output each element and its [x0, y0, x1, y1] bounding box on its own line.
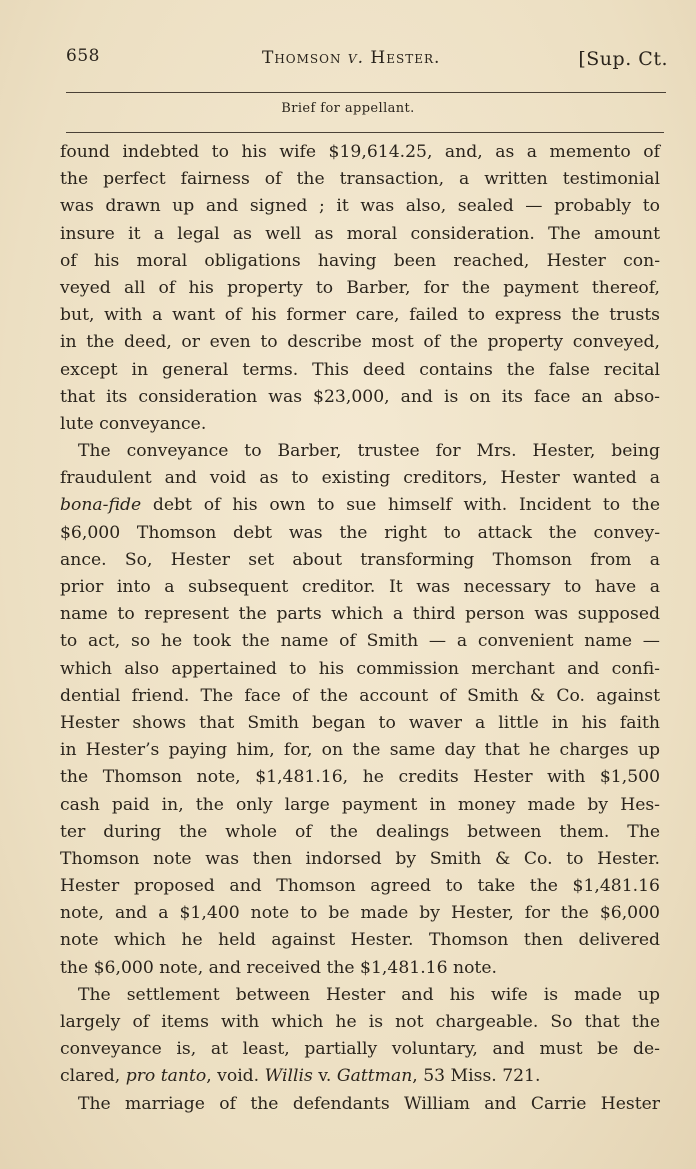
text-line: the Thomson note, $1,481.16, he credits Hester with $1,500: [60, 767, 660, 788]
body-text: [60, 139, 660, 1118]
text-line: The conveyance to Barber, trustee for Mrs. Hester, being: [78, 441, 660, 462]
text-line: largely of items with which he is not chargeable. So that the: [60, 1012, 660, 1032]
text-line: conveyance is, at least, partially voluntary, and must be de-: [60, 1039, 660, 1060]
text-line: cash paid in, the only large payment in money made by Hes-: [60, 794, 660, 815]
text-line: dential friend. The face of the account of Smith & Co. against: [60, 685, 660, 706]
text-line: ter during the whole of the dealings between them. The: [60, 821, 660, 842]
text-line: the perfect fairness of the transaction, a written testimonial: [60, 169, 660, 190]
text-line: fraudulent and void as to existing creditors, Hester wanted a: [60, 468, 660, 489]
text-line: The marriage of the defendants William and Carrie Hester: [78, 1093, 660, 1114]
text-line: lute conveyance.: [60, 413, 207, 434]
text-line: Thomson note was then indorsed by Smith & Co. to Hester.: [60, 848, 660, 869]
page-number: 658: [66, 46, 100, 66]
text-line: prior into a subsequent creditor. It was necessary to have a: [60, 577, 660, 597]
text-line: in the deed, or even to describe most of the property conveyed,: [60, 332, 660, 353]
text-line: was drawn up and signed ; it was also, sealed — probably to: [60, 196, 660, 217]
text-line: found indebted to his wife $19,614.25, and, as a memento of: [60, 142, 660, 162]
subhead-rule: [66, 132, 664, 133]
text-line: in Hester’s paying him, for, on the same day that he charges up: [60, 740, 660, 761]
text-line: which also appertained to his commission merchant and confi-: [60, 658, 660, 679]
text-line: the $6,000 note, and received the $1,481.16 note.: [60, 957, 497, 978]
text-line: but, with a want of his former care, failed to express the trusts: [60, 305, 660, 326]
text-line: ance. So, Hester set about transforming Thomson from a: [60, 549, 660, 570]
text-line: that its consideration was $23,000, and is on its face an abso-: [60, 386, 660, 407]
case-citation-party: Gattman: [336, 1066, 413, 1087]
text-line: The settlement between Hester and his wife is made up: [78, 984, 660, 1005]
text-line: Hester proposed and Thomson agreed to take the $1,481.16: [60, 876, 660, 897]
text-line: name to represent the parts which a third person was supposed: [60, 604, 660, 625]
text-line: except in general terms. This deed contains the false recital: [60, 359, 660, 380]
running-header: [66, 40, 668, 80]
case-title: Thomson v. Hester.: [262, 48, 441, 68]
case-citation-party: Willis: [264, 1066, 313, 1087]
text-line: insure it a legal as well as moral consideration. The amount: [60, 223, 660, 244]
text-line: note which he held against Hester. Thomson then delivered: [60, 930, 660, 951]
text-line: $6,000 Thomson debt was the right to attack the convey-: [60, 522, 660, 543]
header-rule: [66, 92, 666, 93]
italic-term: bona-fide: [60, 495, 142, 516]
text-line: clared, pro tanto, void. Willis v. Gattman, 53 Miss. 721.: [60, 1066, 541, 1087]
text-line: note, and a $1,400 note to be made by Hester, for the $6,000: [60, 903, 660, 924]
italic-term: pro tanto: [125, 1066, 207, 1087]
section-subhead: Brief for appellant.: [281, 101, 415, 116]
text-line: of his moral obligations having been reached, Hester con-: [60, 250, 660, 271]
text-line: bona-fide debt of his own to sue himself with. Incident to the: [60, 495, 660, 516]
text-line: Hester shows that Smith began to waver a little in his faith: [60, 712, 660, 733]
text-line: veyed all of his property to Barber, for the payment thereof,: [60, 277, 660, 298]
court-label: [Sup. Ct.: [578, 48, 668, 70]
text-line: to act, so he took the name of Smith — a convenient name —: [60, 631, 660, 652]
